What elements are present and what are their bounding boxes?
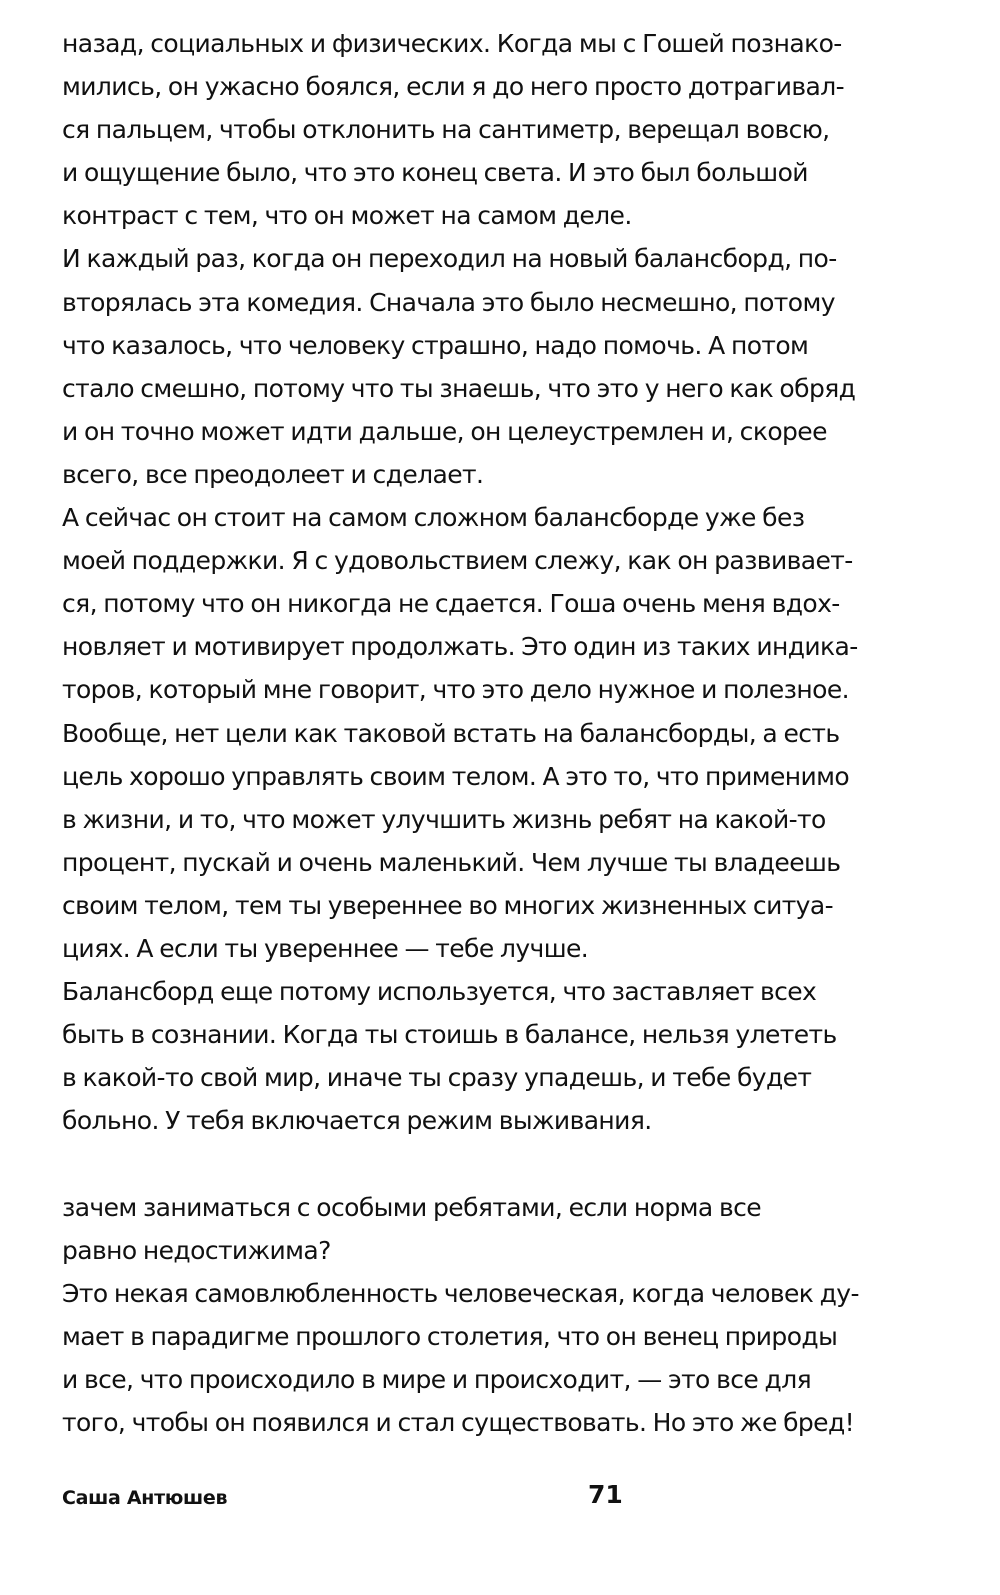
- text-line: своим телом, тем ты увереннее во многих жизненных ситуа-: [62, 890, 834, 920]
- page-text: [62, 22, 892, 1444]
- text-line: мились, он ужасно боялся, если я до него просто дотрагивал-: [62, 72, 845, 102]
- text-line: Это некая самовлюбленность человеческая, когда человек ду-: [62, 1278, 859, 1308]
- section-heading-line: равно недостижима?: [62, 1235, 331, 1265]
- text-line: быть в сознании. Когда ты стоишь в балансе, нельзя улететь: [62, 1020, 837, 1050]
- text-line: новляет и мотивирует продолжать. Это один из таких индика-: [62, 632, 858, 662]
- text-line: Вообще, нет цели как таковой встать на балансборды, а есть: [62, 718, 840, 748]
- text-line: и ощущение было, что это конец света. И это был большой: [62, 158, 808, 188]
- text-line: Балансборд еще потому используется, что заставляет всех: [62, 977, 817, 1007]
- text-line: мает в парадигме прошлого столетия, что он венец природы: [62, 1321, 838, 1351]
- paragraph-gap: [62, 1142, 892, 1185]
- text-line: контраст с тем, что он может на самом деле.: [62, 201, 632, 231]
- text-line: ся пальцем, чтобы отклонить на сантиметр, верещал вовсю,: [62, 115, 830, 145]
- text-line: торов, который мне говорит, что это дело нужное и полезное.: [62, 675, 849, 705]
- text-line: всего, все преодолеет и сделает.: [62, 459, 484, 489]
- text-line: цель хорошо управлять своим телом. А это то, что применимо: [62, 761, 850, 791]
- text-line: ся, потому что он никогда не сдается. Гоша очень меня вдох-: [62, 589, 840, 619]
- text-line: стало смешно, потому что ты знаешь, что это у него как обряд: [62, 373, 856, 403]
- footer-author: Саша Антюшев: [62, 1487, 228, 1509]
- text-line: того, чтобы он появился и стал существовать. Но это же бред!: [62, 1408, 855, 1437]
- text-line: назад, социальных и физических. Когда мы с Гошей познако-: [62, 29, 842, 58]
- text-line: вторялась эта комедия. Сначала это было несмешно, потому: [62, 287, 835, 317]
- text-line: А сейчас он стоит на самом сложном балансборде уже без: [62, 503, 805, 533]
- text-line: циях. А если ты увереннее — тебе лучше.: [62, 933, 589, 963]
- text-line: в жизни, и то, что может улучшить жизнь ребят на какой-то: [62, 804, 826, 834]
- text-line: что казалось, что человеку страшно, надо помочь. А потом: [62, 330, 809, 360]
- text-line: моей поддержки. Я с удовольствием слежу, как он развивает-: [62, 546, 853, 576]
- text-line: И каждый раз, когда он переходил на новый балансборд, по-: [62, 244, 837, 274]
- section-heading-line: зачем заниматься с особыми ребятами, если норма все: [62, 1192, 762, 1222]
- page-number: 71: [588, 1480, 623, 1509]
- text-line: и он точно может идти дальше, он целеустремлен и, скорее: [62, 416, 827, 446]
- text-line: процент, пускай и очень маленький. Чем лучше ты владеешь: [62, 847, 841, 877]
- text-line: больно. У тебя включается режим выживания.: [62, 1106, 652, 1136]
- text-line: и все, что происходило в мире и происходит, — это все для: [62, 1364, 812, 1394]
- text-line: в какой-то свой мир, иначе ты сразу упадешь, и тебе будет: [62, 1063, 812, 1093]
